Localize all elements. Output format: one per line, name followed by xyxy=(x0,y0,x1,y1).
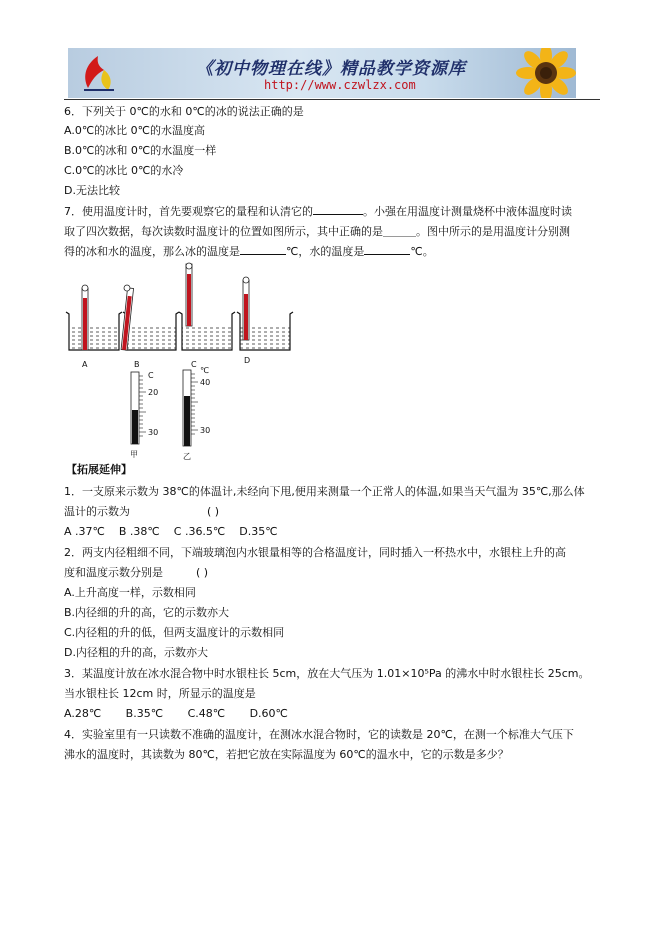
beaker-c xyxy=(179,263,235,350)
beaker-a xyxy=(66,285,122,350)
beaker-label-a: A xyxy=(82,360,88,369)
thermometer-yi xyxy=(183,370,198,446)
thermo1-tick-30: 30 xyxy=(148,428,159,437)
thermo1-caption: 甲 xyxy=(130,450,138,459)
q7-line-2: 取了四次数据，每次读数时温度计的位置如图所示，其中正确的是＿＿＿。图中所示的是用温度计分别测 xyxy=(64,225,570,238)
e3-option-c: C.48℃ xyxy=(187,707,226,720)
q6-stem: 6．下列关于 0℃的水和 0℃的冰的说法正确的是 xyxy=(64,105,304,118)
thermo1-unit: C xyxy=(148,371,154,380)
q6-option-b: B.0℃的冰和 0℃的水温度一样 xyxy=(64,144,217,157)
q7-text-3c: ℃。 xyxy=(410,245,434,258)
e2-line-1: 2．两支内径粗细不同，下端玻璃泡内水银量相等的合格温度计，同时插入一杯热水中，水银柱上升的高 xyxy=(64,546,566,559)
banner-title: 《初中物理在线》精品教学资源库 xyxy=(196,59,466,79)
e2-option-d: D.内径粗的升的高，示数亦大 xyxy=(64,646,208,659)
thermo2-tick-40: 40 xyxy=(200,378,211,387)
q7-text-2: 。小强在用温度计测量烧杯中液体温度时读 xyxy=(363,205,572,218)
q7-line-1 xyxy=(64,204,572,220)
e3-option-d: D.60℃ xyxy=(249,707,288,720)
thermo2-tick-30: 30 xyxy=(200,426,211,435)
e2-option-c: C.内径粗的升的低，但两支温度计的示数相同 xyxy=(64,626,285,639)
header-rule xyxy=(64,99,600,100)
logo-icon xyxy=(78,54,118,92)
q7-blank-water[interactable] xyxy=(364,245,410,255)
beaker-label-c: C xyxy=(191,360,197,369)
e4-line-1: 4．实验室里有一只读数不准确的温度计，在测冰水混合物时，它的读数是 20℃，在测一个标准大气压下 xyxy=(64,728,574,741)
figure-drawing xyxy=(60,262,300,462)
e2-line-2-text: 度和温度示数分别是 xyxy=(64,566,163,579)
sunflower-icon xyxy=(506,48,576,98)
beaker-label-d: D xyxy=(244,356,251,365)
e2-line-2 xyxy=(64,565,208,581)
e3-line-1: 3．某温度计放在冰水混合物中时水银柱长 5cm，放在大气压为 1.01×10⁵Pa 的沸水中时水银柱长 25cm。 xyxy=(64,667,590,680)
beaker-d xyxy=(237,277,293,350)
thermo2-unit: ℃ xyxy=(200,366,209,375)
e1-line-2-text: 温计的示数为 xyxy=(64,505,130,518)
q6-option-d: D.无法比较 xyxy=(64,184,120,197)
q7-text-3b: ℃，水的温度是 xyxy=(286,245,365,258)
e1-option-c: C .36.5℃ xyxy=(173,525,226,538)
q7-blank-1[interactable] xyxy=(313,205,363,215)
e1-line-2 xyxy=(64,504,219,520)
thermo2-caption: 乙 xyxy=(183,452,191,461)
e1-options xyxy=(64,524,278,540)
q6-option-a: A.0℃的冰比 0℃的水温度高 xyxy=(64,124,206,137)
header-banner xyxy=(68,48,576,98)
thermometer-figure xyxy=(60,262,300,462)
thermo1-tick-20: 20 xyxy=(148,388,159,397)
thermometer-jia xyxy=(131,372,146,444)
e4-line-2: 沸水的温度时，其读数为 80℃，若把它放在实际温度为 60℃的温水中，它的示数是多少？ xyxy=(64,748,509,761)
e1-option-d: D.35℃ xyxy=(239,525,278,538)
q7-text-3a: 得的冰和水的温度，那么冰的温度是 xyxy=(64,245,240,258)
e2-answer-paren[interactable]: ( ) xyxy=(196,566,209,579)
beaker-b xyxy=(121,285,179,350)
banner-url[interactable]: http://www.czwlzx.com xyxy=(264,78,416,92)
e2-option-a: A.上升高度一样，示数相同 xyxy=(64,586,196,599)
e1-option-a: A .37℃ xyxy=(64,525,105,538)
e3-option-a: A.28℃ xyxy=(64,707,102,720)
e3-option-b: B.35℃ xyxy=(125,707,164,720)
beaker-label-b: B xyxy=(134,360,140,369)
e1-option-b: B .38℃ xyxy=(118,525,160,538)
q7-blank-ice[interactable] xyxy=(240,245,286,255)
e2-option-b: B.内径细的升的高，它的示数亦大 xyxy=(64,606,230,619)
e3-options xyxy=(64,706,288,722)
q7-line-3 xyxy=(64,244,434,260)
e1-answer-paren[interactable]: ( ) xyxy=(207,505,220,518)
q7-text-1: 7．使用温度计时，首先要观察它的量程和认清它的 xyxy=(64,205,313,218)
q6-option-c: C.0℃的冰比 0℃的水冷 xyxy=(64,164,184,177)
e1-line-1: 1．一支原来示数为 38℃的体温计,未经向下甩,便用来测量一个正常人的体温,如果当天气温为 35℃,那么体 xyxy=(64,485,585,498)
section-title: 【拓展延伸】 xyxy=(66,463,132,476)
e3-line-2: 当水银柱长 12cm 时，所显示的温度是 xyxy=(64,687,256,700)
